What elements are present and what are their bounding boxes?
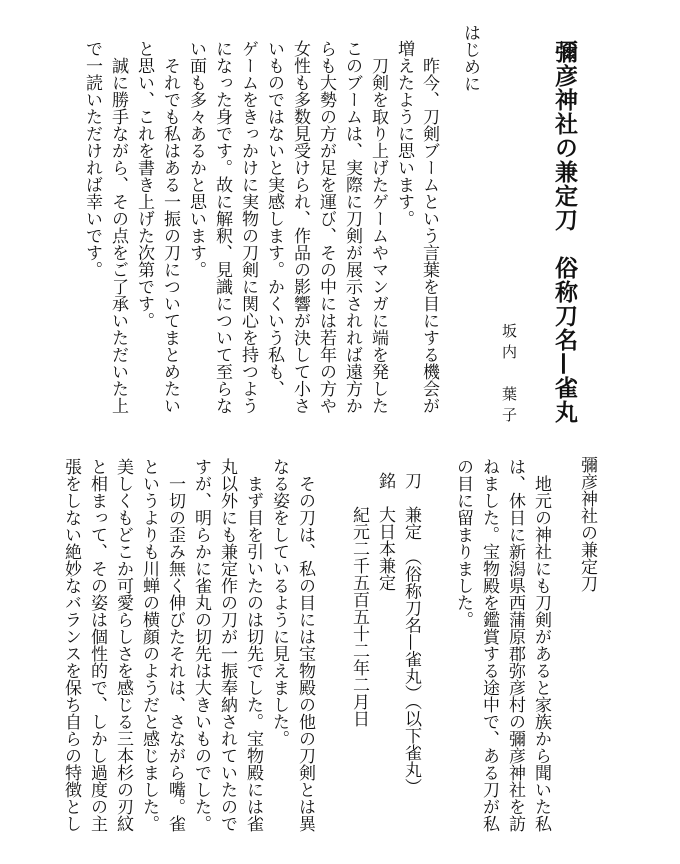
intro-line: になった身です。故に解釈、見識について至らな	[212, 40, 232, 414]
section-line: ねました。宝物殿を鑑賞する途中で、ある刀が私	[479, 458, 499, 832]
section-line: まず目を引いたのは切先でした。宝物殿には雀	[243, 458, 263, 832]
section-line: 美しくもどこか可愛らしさを感じる三本杉の刃紋	[113, 458, 133, 832]
intro-line: い面も多々あるかと思います。	[186, 40, 206, 278]
section-line: 張をしない絶妙なバランスを保ち自らの特徴とし	[61, 458, 81, 832]
author-name: 坂内 葉子	[500, 323, 518, 428]
intro-line: 昨今、刀剣ブームという言葉を目にする機会が	[419, 40, 439, 414]
section-line: 刀 兼定 （俗称刀名—雀丸）（以下雀丸）	[401, 472, 421, 795]
intro-line: いものではないと実感します。かくいう私も、	[264, 40, 284, 397]
section-line: と相まって、その姿は個性的で、しかし過度の主	[87, 458, 107, 832]
intro-line: このブームは、実際に刀剣が展示されれば遠方か	[342, 40, 362, 414]
section-line: 紀元二千五百五十二年二月日	[349, 472, 369, 727]
intro-heading: はじめに	[460, 24, 480, 92]
document-title: 彌彦神社の兼定刀 俗称刀名—雀丸	[551, 40, 577, 424]
intro-line: で一読いただければ幸いです。	[82, 40, 102, 278]
section-heading: 彌彦神社の兼定刀	[577, 456, 597, 592]
section-line: 丸以外にも兼定作の刀が一振奉納されていたので	[217, 458, 237, 832]
intro-line: 女性も多数見受けられ、作品の影響が決して小さ	[290, 40, 310, 414]
intro-line: ゲームをきっかけに実物の刀剣に関心を持つよう	[238, 40, 258, 414]
section-line: なる姿をしているように見えました。	[269, 458, 289, 747]
intro-line: 誠に勝手ながら、その点をご了承いただいた上	[108, 40, 128, 414]
intro-line: らも大勢の方が足を運び、その中には若年の方や	[316, 40, 336, 414]
intro-line: 増えたように思います。	[394, 40, 414, 227]
section-line: その刀は、私の目には宝物殿の他の刀剣とは異	[295, 458, 315, 832]
section-line: は、休日に新潟県西蒲原郡弥彦村の彌彦神社を訪	[505, 458, 525, 832]
section-line: 銘 大日本兼定	[375, 472, 395, 591]
section-line: すが、明らかに雀丸の切先は大きいものでした。	[191, 458, 211, 832]
intro-line: それでも私はある一振の刀についてまとめたい	[160, 40, 180, 414]
section-line: の目に留まりました。	[453, 458, 473, 628]
section-line: というよりも川蝉の横顔のようだと感じました。	[139, 458, 159, 832]
intro-line: と思い、これを書き上げた次第です。	[134, 40, 154, 329]
section-line: 地元の神社にも刀剣があると家族から聞いた私	[531, 458, 551, 832]
section-line: 一切の歪み無く伸びたそれは、さながら嘴。雀	[165, 458, 185, 832]
intro-line: 刀剣を取り上げたゲームやマンガに端を発した	[368, 40, 388, 414]
